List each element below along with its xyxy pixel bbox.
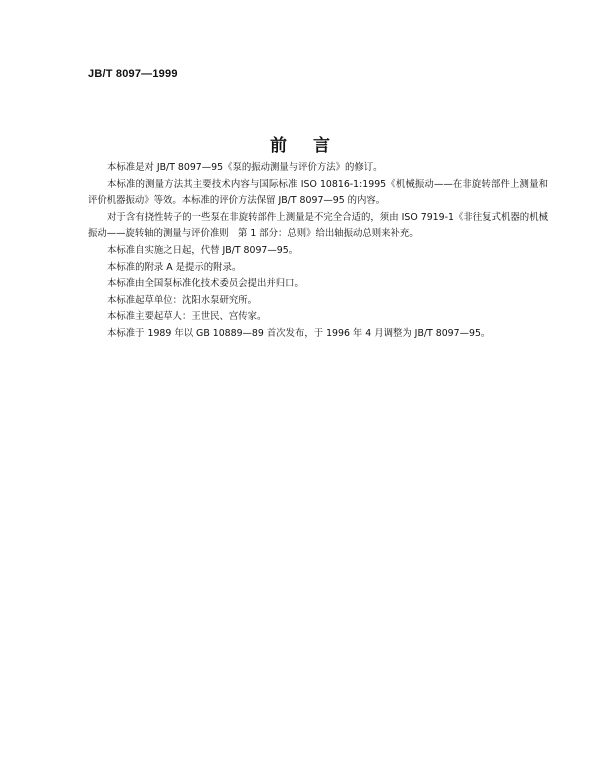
paragraph-replacement: 本标准自实施之日起，代替 JB/T 8097—95。 (107, 244, 299, 256)
paragraph-drafting-unit: 本标准起草单位：沈阳水泵研究所。 (107, 294, 258, 306)
paragraph-flexible-rotor: 对于含有挠性转子的一些泵在非旋转部件上测量是不完全合适的，须由 ISO 7919-1《非往复式机器的机械振动——旋转轴的测量与评价准则 第 1 部分：总则》给出轴振动总则来补充。 (88, 211, 548, 240)
paragraph-committee: 本标准由全国泵标准化技术委员会提出并归口。 (107, 278, 304, 290)
paragraph-measurement-method: 本标准的测量方法其主要技术内容与国际标准 ISO 10816-1:1995《机械振动——在非旋转部件上测量和评价机器振动》等效。本标准的评价方法保留 JB/T 8097—95 的内容。 (88, 178, 548, 207)
paragraph-revision: 本标准是对 JB/T 8097—95《泵的振动测量与评价方法》的修订。 (107, 162, 383, 173)
paragraph-history: 本标准于 1989 年以 GB 10889—89 首次发布，于 1996 年 4 月调整为 JB/T 8097—95。 (107, 327, 491, 339)
paragraph-drafters: 本标准主要起草人：王世民、宫传家。 (107, 311, 267, 323)
foreword-body (88, 160, 548, 343)
page-title: 前言 (270, 136, 356, 156)
standard-code-header: JB/T 8097—1999 (88, 68, 178, 80)
paragraph-appendix: 本标准的附录 A 是提示的附录。 (107, 261, 242, 273)
